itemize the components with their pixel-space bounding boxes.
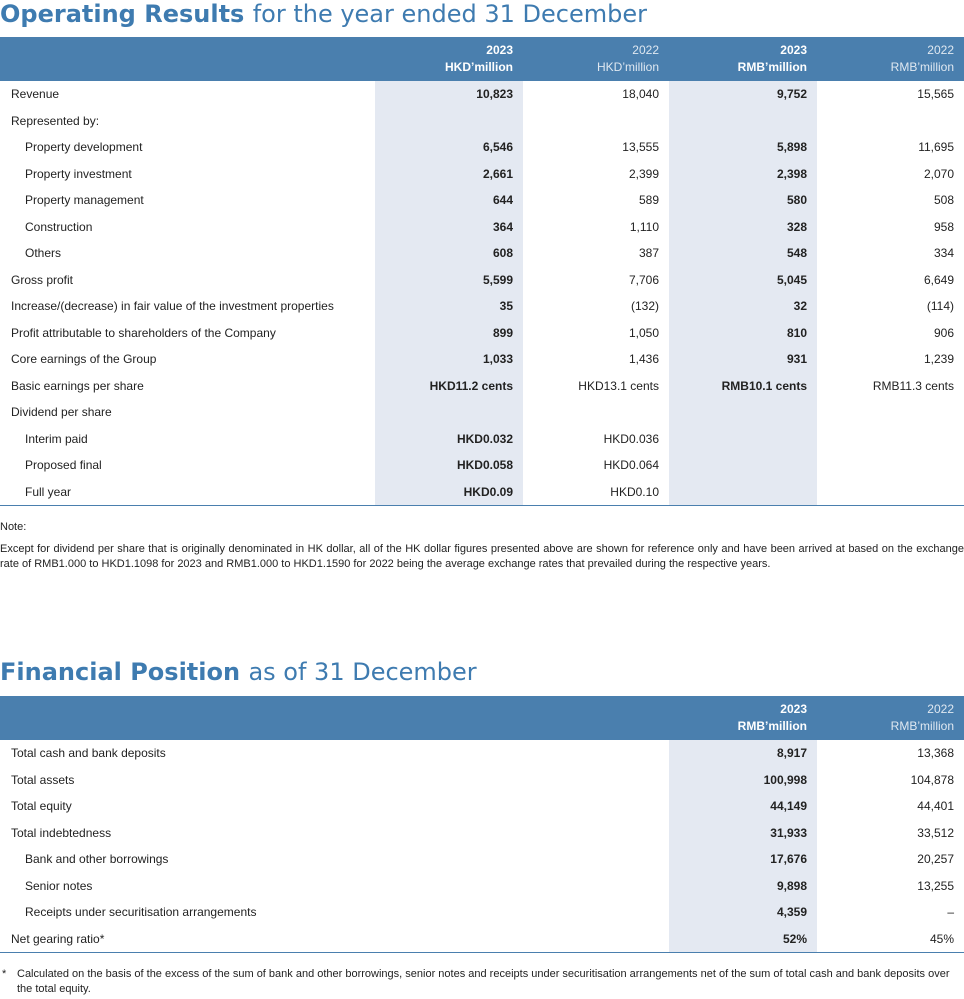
table-cell: 2,070 [923,166,954,181]
table-cell: 7,706 [628,272,659,287]
table-cell: 104,878 [910,772,954,787]
table-cell: 8,917 [669,740,817,767]
table-header-row [0,696,964,740]
table-cell: HKD0.032 [375,426,523,453]
row-label: Interim paid [25,431,88,446]
table-row [0,899,964,926]
table-cell: 906 [933,325,954,340]
table-row [0,267,964,294]
row-label: Others [25,246,62,261]
footnote [0,967,964,997]
table-cell: 20,257 [917,852,954,867]
row-label: Core earnings of the Group [11,352,157,367]
table-row [0,846,964,873]
table-row [0,81,964,108]
table-cell: 958 [933,219,954,234]
table-cell: 608 [375,240,523,267]
table-cell: 13,368 [917,746,954,761]
row-label: Property development [25,140,143,155]
column-header: 2022 RMB’million [890,43,954,74]
table-cell: 364 [375,214,523,241]
table-cell: 4,359 [669,899,817,926]
table-cell: HKD0.064 [603,458,659,473]
row-label: Dividend per share [11,405,112,420]
table-cell: (114) [926,299,954,314]
row-label: Total assets [11,772,75,787]
table-cell: 18,040 [622,87,659,102]
table-cell: 2,661 [375,161,523,188]
table-cell [669,426,817,453]
row-label: Gross profit [11,272,74,287]
table-cell [817,479,964,506]
table-row [0,187,964,214]
table-cell: 5,599 [375,267,523,294]
table-cell [817,108,964,135]
column-header: 2022 RMB’million [890,702,954,733]
table-cell [523,399,669,426]
table-row [0,240,964,267]
table-cell: 9,752 [669,81,817,108]
table-row [0,320,964,347]
table-row [0,479,964,506]
table-cell: (132) [630,299,659,314]
table-cell: 387 [638,246,659,261]
table-cell: 2,398 [669,161,817,188]
table-row [0,926,964,953]
table-cell: 810 [669,320,817,347]
table-row [0,134,964,161]
row-label: Total cash and bank deposits [11,746,166,761]
operating-results-table [0,37,964,506]
table-cell: 1,239 [923,352,954,367]
table-cell: 5,045 [669,267,817,294]
table-cell: RMB10.1 cents [669,373,817,400]
label-header [0,37,375,81]
table-cell [669,452,817,479]
table-cell: 328 [669,214,817,241]
table-cell: 2,399 [628,166,659,181]
table-row [0,740,964,767]
table-row [0,161,964,188]
table-cell: 931 [669,346,817,373]
row-label: Full year [0,479,375,506]
table-cell: 45% [817,926,964,953]
table-cell: 52% [669,926,817,953]
table-cell: 1,436 [628,352,659,367]
table-cell: 10,823 [375,81,523,108]
table-cell: 548 [669,240,817,267]
row-label: Senior notes [25,878,93,893]
table-cell: 580 [669,187,817,214]
row-label: Total equity [11,799,72,814]
table-cell: 44,401 [917,799,954,814]
table-cell: 589 [638,193,659,208]
table-row [0,399,964,426]
table-header-row [0,37,964,81]
table-cell [669,108,817,135]
note-title: Note: [0,521,27,533]
table-cell [817,426,964,453]
operating-results-title: Operating Results for the year ended 31 December [0,0,647,28]
table-cell [523,108,669,135]
table-cell: 5,898 [669,134,817,161]
table-cell [669,399,817,426]
table-cell: – [947,905,954,920]
table-cell: 17,676 [669,846,817,873]
row-label: Receipts under securitisation arrangements [25,905,257,920]
table-row [0,346,964,373]
column-header: 2022 HKD’million [596,43,659,74]
table-cell: 31,933 [669,820,817,847]
table-cell: 644 [375,187,523,214]
table-cell [375,399,523,426]
row-label: Property investment [25,166,132,181]
row-label: Construction [25,219,93,234]
table-cell: 15,565 [917,87,954,102]
financial-position-title: Financial Position as of 31 December [0,658,477,686]
table-cell: 13,555 [622,140,659,155]
table-cell: 1,110 [629,219,659,234]
table-row [0,793,964,820]
table-cell [817,399,964,426]
row-label: Net gearing ratio* [0,926,669,953]
table-cell: 32 [669,293,817,320]
row-label: Proposed final [25,458,102,473]
table-row [0,373,964,400]
table-cell: HKD11.2 cents [375,373,523,400]
financial-position-table [0,696,964,953]
table-cell: HKD13.1 cents [578,378,659,393]
table-row [0,873,964,900]
note-text: Except for dividend per share that is originally denominated in HK dollar, all of the HK dollar figures presented above are shown for reference only and have been arrived at based on the exchange rate of RMB1.000 to HKD1.1098 for 2023 and RMB1.000 to HKD1.1590 for 2022 being the average exchange rates that prevailed during the respective years. [0,543,964,570]
column-header: 2023 RMB’million [737,43,807,74]
table-cell: 9,898 [669,873,817,900]
table-cell: RMB11.3 cents [872,378,954,393]
table-cell: 508 [933,193,954,208]
table-cell: 1,033 [375,346,523,373]
table-row [0,426,964,453]
table-row [0,820,964,847]
label-header [0,696,669,740]
table-cell: 33,512 [917,825,954,840]
footnote-marker: * [2,968,7,980]
row-label: Property management [25,193,144,208]
table-cell: 899 [375,320,523,347]
row-label: Total indebtedness [11,825,112,840]
table-cell [817,452,964,479]
row-label: Basic earnings per share [11,378,144,393]
table-cell: 334 [933,246,954,261]
table-cell: HKD0.058 [375,452,523,479]
footnote-text: Calculated on the basis of the excess of the sum of bank and other borrowings, senior notes and receipts under securitisation arrangements net of the sum of total cash and bank deposits over the total equity. [17,968,950,995]
table-cell: 35 [375,293,523,320]
column-header: 2023 HKD’million [445,43,513,74]
table-cell: 11,695 [918,140,954,155]
table-cell: HKD0.09 [375,479,523,506]
table-cell: 1,050 [628,325,659,340]
column-header: 2023 RMB’million [737,702,807,733]
table-row [0,214,964,241]
table-cell: HKD0.036 [603,431,659,446]
row-label: Bank and other borrowings [25,852,169,867]
row-label: Profit attributable to shareholders of the Company [11,325,276,340]
table-cell: 44,149 [669,793,817,820]
table-row [0,767,964,794]
table-cell: 13,255 [917,878,954,893]
row-label: Represented by: [11,113,100,128]
row-label: Increase/(decrease) in fair value of the investment properties [11,299,334,314]
table-cell: HKD0.10 [523,479,669,506]
table-row [0,108,964,135]
table-row [0,293,964,320]
table-cell: 6,546 [375,134,523,161]
table-cell [669,479,817,506]
row-label: Revenue [11,87,60,102]
table-cell [375,108,523,135]
table-row [0,452,964,479]
table-cell: 6,649 [923,272,954,287]
table-cell: 100,998 [669,767,817,794]
